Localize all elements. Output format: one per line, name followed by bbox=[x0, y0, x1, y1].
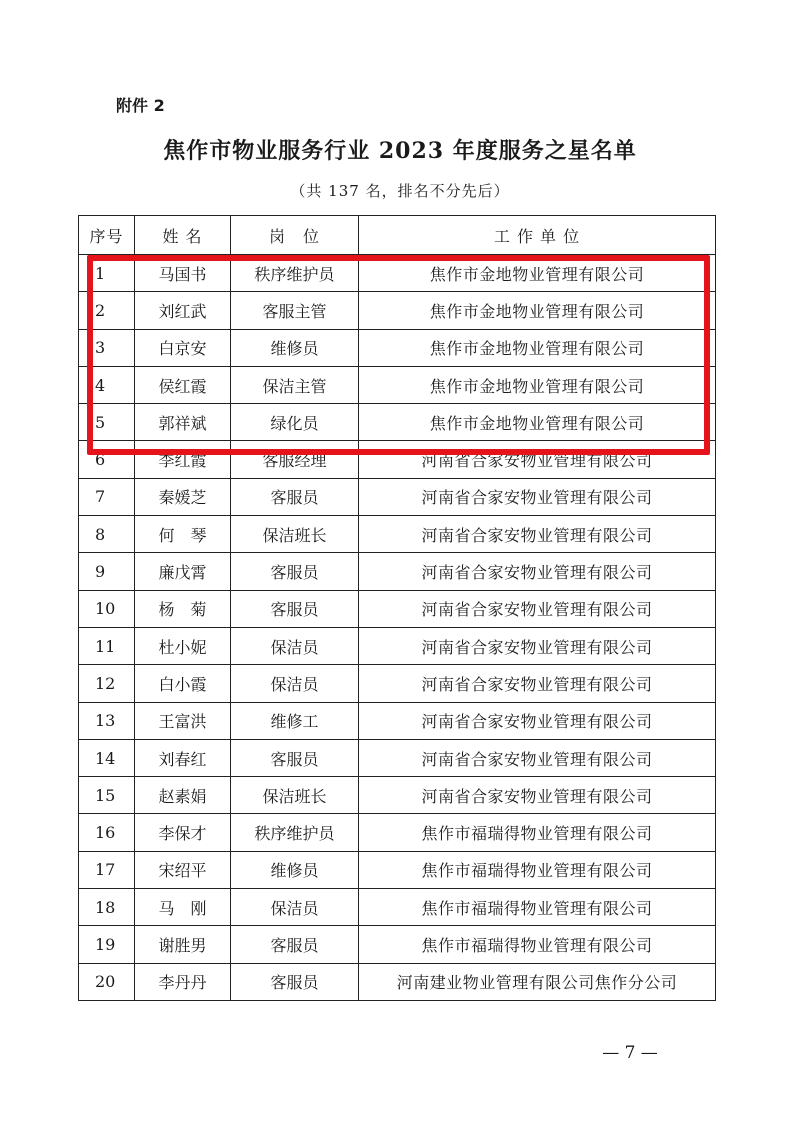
row-post: 秩序维护员 bbox=[231, 255, 359, 292]
row-name: 马国书 bbox=[135, 255, 231, 292]
table-row bbox=[79, 366, 716, 403]
row-name: 王富洪 bbox=[135, 702, 231, 739]
row-name: 宋绍平 bbox=[135, 851, 231, 888]
row-unit: 焦作市福瑞得物业管理有限公司 bbox=[359, 814, 716, 851]
row-unit: 焦作市福瑞得物业管理有限公司 bbox=[359, 889, 716, 926]
row-name: 杜小妮 bbox=[135, 627, 231, 664]
row-name: 赵素娟 bbox=[135, 777, 231, 814]
row-name: 何 琴 bbox=[135, 516, 231, 553]
service-star-table bbox=[78, 215, 716, 1001]
row-name: 马 刚 bbox=[135, 889, 231, 926]
attachment-label: 附件 2 bbox=[116, 96, 165, 115]
row-post: 客服员 bbox=[231, 590, 359, 627]
table-row bbox=[79, 777, 716, 814]
table-row bbox=[79, 478, 716, 515]
row-number: 2 bbox=[79, 292, 135, 329]
row-post: 客服员 bbox=[231, 478, 359, 515]
header-name: 姓 名 bbox=[135, 216, 231, 255]
row-unit: 河南省合家安物业管理有限公司 bbox=[359, 665, 716, 702]
row-number: 13 bbox=[79, 702, 135, 739]
row-number: 10 bbox=[79, 590, 135, 627]
row-unit: 河南省合家安物业管理有限公司 bbox=[359, 441, 716, 478]
row-post: 保洁班长 bbox=[231, 516, 359, 553]
table-row bbox=[79, 404, 716, 441]
row-post: 保洁员 bbox=[231, 665, 359, 702]
row-number: 16 bbox=[79, 814, 135, 851]
row-name: 白京安 bbox=[135, 329, 231, 366]
row-post: 绿化员 bbox=[231, 404, 359, 441]
row-post: 客服员 bbox=[231, 963, 359, 1000]
row-number: 4 bbox=[79, 366, 135, 403]
row-number: 12 bbox=[79, 665, 135, 702]
row-name: 刘红武 bbox=[135, 292, 231, 329]
row-number: 20 bbox=[79, 963, 135, 1000]
row-post: 保洁班长 bbox=[231, 777, 359, 814]
header-unit: 工 作 单 位 bbox=[359, 216, 716, 255]
row-name: 白小霞 bbox=[135, 665, 231, 702]
row-name: 秦媛芝 bbox=[135, 478, 231, 515]
table-row bbox=[79, 627, 716, 664]
row-post: 客服员 bbox=[231, 926, 359, 963]
table-row bbox=[79, 851, 716, 888]
row-unit: 河南省合家安物业管理有限公司 bbox=[359, 627, 716, 664]
table-row bbox=[79, 889, 716, 926]
row-number: 5 bbox=[79, 404, 135, 441]
row-unit: 河南省合家安物业管理有限公司 bbox=[359, 478, 716, 515]
row-unit: 焦作市金地物业管理有限公司 bbox=[359, 329, 716, 366]
table-row bbox=[79, 702, 716, 739]
document-title: 焦作市物业服务行业 2023 年度服务之星名单 bbox=[163, 138, 637, 164]
row-number: 9 bbox=[79, 553, 135, 590]
row-post: 客服员 bbox=[231, 739, 359, 776]
row-post: 客服员 bbox=[231, 553, 359, 590]
table-row bbox=[79, 329, 716, 366]
row-unit: 焦作市金地物业管理有限公司 bbox=[359, 404, 716, 441]
row-name: 廉戊霄 bbox=[135, 553, 231, 590]
row-unit: 焦作市福瑞得物业管理有限公司 bbox=[359, 851, 716, 888]
row-unit: 河南建业物业管理有限公司焦作分公司 bbox=[359, 963, 716, 1000]
table-row bbox=[79, 739, 716, 776]
table-header-row bbox=[79, 216, 716, 255]
row-unit: 河南省合家安物业管理有限公司 bbox=[359, 702, 716, 739]
row-name: 李保才 bbox=[135, 814, 231, 851]
row-unit: 河南省合家安物业管理有限公司 bbox=[359, 777, 716, 814]
table-row bbox=[79, 665, 716, 702]
row-post: 保洁员 bbox=[231, 889, 359, 926]
row-number: 3 bbox=[79, 329, 135, 366]
row-post: 维修工 bbox=[231, 702, 359, 739]
row-post: 维修员 bbox=[231, 329, 359, 366]
row-post: 秩序维护员 bbox=[231, 814, 359, 851]
row-number: 15 bbox=[79, 777, 135, 814]
row-name: 侯红霞 bbox=[135, 366, 231, 403]
row-post: 保洁员 bbox=[231, 627, 359, 664]
row-post: 客服主管 bbox=[231, 292, 359, 329]
row-name: 杨 菊 bbox=[135, 590, 231, 627]
table-row bbox=[79, 926, 716, 963]
table-row bbox=[79, 255, 716, 292]
row-number: 14 bbox=[79, 739, 135, 776]
row-name: 谢胜男 bbox=[135, 926, 231, 963]
row-unit: 河南省合家安物业管理有限公司 bbox=[359, 739, 716, 776]
row-unit: 焦作市金地物业管理有限公司 bbox=[359, 292, 716, 329]
row-unit: 河南省合家安物业管理有限公司 bbox=[359, 553, 716, 590]
row-unit: 焦作市金地物业管理有限公司 bbox=[359, 366, 716, 403]
row-name: 郭祥斌 bbox=[135, 404, 231, 441]
row-number: 8 bbox=[79, 516, 135, 553]
table-row bbox=[79, 590, 716, 627]
table-row bbox=[79, 553, 716, 590]
row-unit: 河南省合家安物业管理有限公司 bbox=[359, 516, 716, 553]
row-number: 17 bbox=[79, 851, 135, 888]
row-name: 李红霞 bbox=[135, 441, 231, 478]
row-number: 7 bbox=[79, 478, 135, 515]
table-row bbox=[79, 963, 716, 1000]
row-post: 保洁主管 bbox=[231, 366, 359, 403]
row-number: 1 bbox=[79, 255, 135, 292]
row-number: 18 bbox=[79, 889, 135, 926]
row-number: 11 bbox=[79, 627, 135, 664]
table-row bbox=[79, 441, 716, 478]
row-name: 李丹丹 bbox=[135, 963, 231, 1000]
table-row bbox=[79, 814, 716, 851]
row-unit: 河南省合家安物业管理有限公司 bbox=[359, 590, 716, 627]
row-unit: 焦作市金地物业管理有限公司 bbox=[359, 255, 716, 292]
row-name: 刘春红 bbox=[135, 739, 231, 776]
table-row bbox=[79, 516, 716, 553]
row-unit: 焦作市福瑞得物业管理有限公司 bbox=[359, 926, 716, 963]
header-number: 序号 bbox=[79, 216, 135, 255]
row-post: 客服经理 bbox=[231, 441, 359, 478]
page-number: — 7 — bbox=[602, 1043, 658, 1063]
row-number: 6 bbox=[79, 441, 135, 478]
table-row bbox=[79, 292, 716, 329]
row-post: 维修员 bbox=[231, 851, 359, 888]
document-subtitle: （共 137 名，排名不分先后） bbox=[290, 182, 510, 200]
row-number: 19 bbox=[79, 926, 135, 963]
header-post: 岗 位 bbox=[231, 216, 359, 255]
